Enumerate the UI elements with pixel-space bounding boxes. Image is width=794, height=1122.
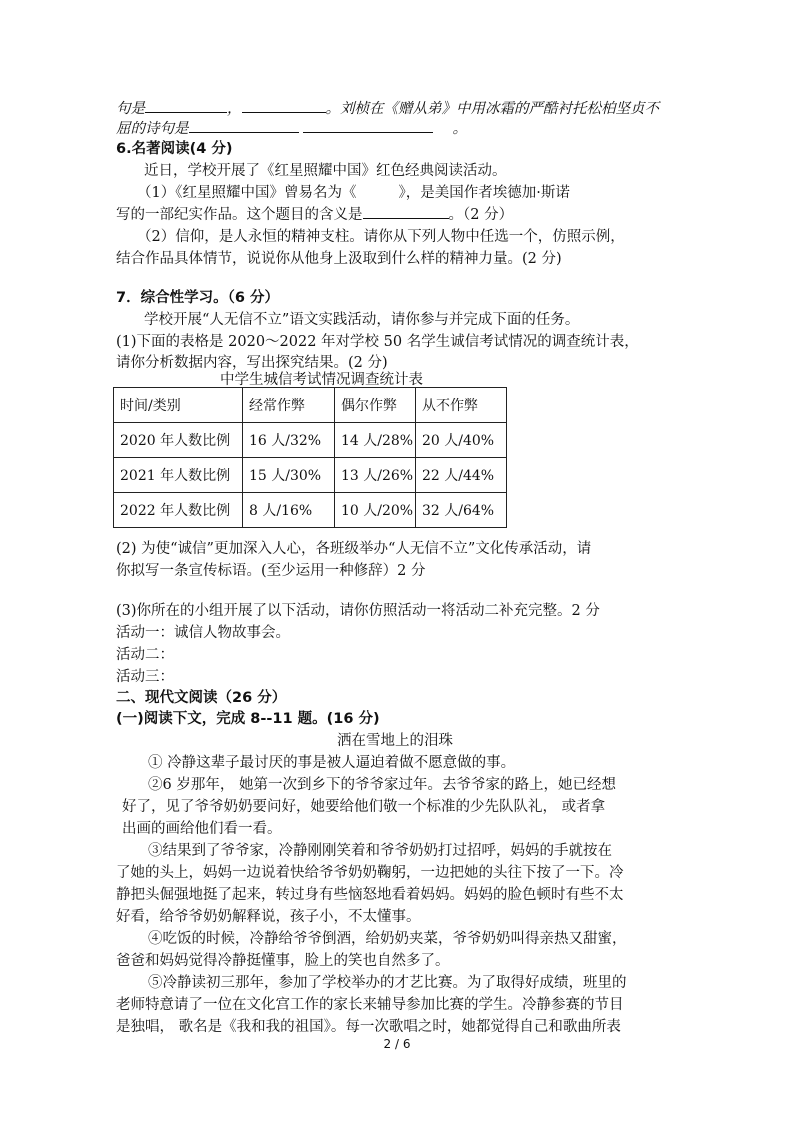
poem-comma: ， bbox=[227, 101, 242, 117]
q7-part2-line1: (2) 为使“诚信”更加深入人心，各班级举办“人无信不立”文化传承活动，请 bbox=[116, 541, 592, 557]
table-cell: 15 人/30% bbox=[243, 458, 335, 493]
activity-3: 活动三： bbox=[116, 669, 174, 685]
page-number: 2 / 6 bbox=[383, 1037, 411, 1051]
article-para-3-line3: 静把头倔强地挺了起来，转过身有些恼怒地看着妈妈。妈妈的脸色顿时有些不太 bbox=[116, 887, 624, 903]
article-para-3-line2: 了她的头上，妈妈一边说着快给爷爷奶奶鞠躬，一边把她的头往下按了一下。冷 bbox=[116, 865, 624, 881]
poem-line-1 bbox=[116, 98, 659, 120]
table-row bbox=[114, 493, 507, 528]
table-cell: 16 人/32% bbox=[243, 423, 335, 458]
table-header-cell: 从不作弊 bbox=[416, 388, 507, 423]
q6-part1-line1 bbox=[137, 182, 570, 204]
q7-part1-line2: 请你分析数据内容，写出探究结果。(2 分) bbox=[116, 355, 388, 371]
q6-part2-line2: 结合作品具体情节，说说你从他身上汲取到什么样的精神力量。(2 分) bbox=[116, 251, 562, 267]
article-para-4-line1: ④吃饭的时候，冷静给爷爷倒酒，给奶奶夹菜，爷爷奶奶叫得亲热又甜蜜， bbox=[148, 931, 627, 947]
section2-title: 二、现代文阅读（26 分） bbox=[116, 690, 287, 706]
article-para-1: ① 冷静这辈子最讨厌的事是被人逼迫着做不愿意做的事。 bbox=[148, 755, 516, 771]
poem-line-2 bbox=[116, 118, 467, 140]
section2-subtitle: (一)阅读下文，完成 8--11 题。(16 分) bbox=[116, 711, 380, 727]
table-title: 中学生城信考试情况调查统计表 bbox=[220, 372, 423, 388]
q6-part1-line2 bbox=[116, 204, 513, 226]
poem-text: 句是 bbox=[116, 101, 145, 117]
article-para-4-line2: 爸爸和妈妈觉得冷静挺懂事，脸上的笑也自然多了。 bbox=[116, 953, 450, 969]
q7-intro: 学校开展“人无信不立”语文实践活动，请你参与并完成下面的任务。 bbox=[144, 312, 580, 328]
poem-text: 屈的诗句是 bbox=[116, 121, 189, 137]
table-header-cell: 经常作弊 bbox=[243, 388, 335, 423]
article-para-3-line4: 好看，给爷爷奶奶解释说，孩子小，不太懂事。 bbox=[116, 909, 421, 925]
q7-part1-line1: (1)下面的表格是 2020～2022 年对学校 50 名学生诚信考试情况的调查统计表， bbox=[116, 334, 639, 350]
answer-blank[interactable] bbox=[189, 118, 299, 133]
answer-blank[interactable] bbox=[303, 118, 433, 133]
q6-title: 6.名著阅读(4 分) bbox=[116, 141, 233, 157]
table-row bbox=[114, 423, 507, 458]
table-cell: 13 人/26% bbox=[335, 458, 416, 493]
answer-blank[interactable] bbox=[242, 98, 326, 113]
table-cell: 2022 年人数比例 bbox=[114, 493, 243, 528]
table-cell: 14 人/28% bbox=[335, 423, 416, 458]
q6-text: 》，是美国作者埃德加·斯诺 bbox=[398, 185, 570, 201]
table-cell: 20 人/40% bbox=[416, 423, 507, 458]
article-para-5-line1: ⑤冷静读初三那年，参加了学校举办的才艺比赛。为了取得好成绩，班里的 bbox=[148, 975, 627, 991]
survey-table bbox=[113, 387, 507, 528]
q7-part3: (3)你所在的小组开展了以下活动，请你仿照活动一将活动二补充完整。2 分 bbox=[116, 603, 600, 619]
table-cell: 32 人/64% bbox=[416, 493, 507, 528]
article-para-2-line3: 出画的画给他们看一看。 bbox=[122, 821, 282, 837]
activity-1: 活动一：诚信人物故事会。 bbox=[116, 625, 290, 641]
table-cell: 8 人/16% bbox=[243, 493, 335, 528]
table-cell: 2021 年人数比例 bbox=[114, 458, 243, 493]
q6-text: （1）《红星照耀中国》曾易名为《 bbox=[137, 185, 357, 201]
q7-title: 7．综合性学习。（6 分） bbox=[116, 290, 279, 306]
q6-text: 。（2 分） bbox=[448, 207, 514, 223]
table-cell: 10 人/20% bbox=[335, 493, 416, 528]
table-cell: 2020 年人数比例 bbox=[114, 423, 243, 458]
q6-intro: 近日，学校开展了《红星照耀中国》红色经典阅读活动。 bbox=[144, 163, 507, 179]
article-para-3-line1: ③结果到了爷爷家，冷静刚刚笑着和爷爷奶奶打过招呼，妈妈的手就按在 bbox=[148, 843, 612, 859]
table-header-cell: 偶尔作弊 bbox=[335, 388, 416, 423]
table-header-row bbox=[114, 388, 507, 423]
table-row bbox=[114, 458, 507, 493]
article-para-2-line1: ②6 岁那年， 她第一次到乡下的爷爷家过年。去爷爷家的路上，她已经想 bbox=[148, 777, 616, 793]
q6-part2-line1: （2）信仰，是人永恒的精神支柱。请你从下列人物中任选一个，仿照示例， bbox=[137, 229, 625, 245]
article-para-5-line3: 是独唱， 歌名是《我和我的祖国》。每一次歌唱之时，她都觉得自己和歌曲所表 bbox=[116, 1019, 621, 1035]
article-title: 洒在雪地上的泪珠 bbox=[337, 733, 453, 749]
article-para-2-line2: 好了，见了爷爷奶奶要问好，她要给他们敬一个标准的少先队队礼， 或者拿 bbox=[122, 799, 606, 815]
poem-period: 。 bbox=[452, 121, 467, 137]
article-para-5-line2: 老师特意请了一位在文化宫工作的家长来辅导参加比赛的学生。冷静参赛的节目 bbox=[116, 997, 624, 1013]
answer-blank[interactable] bbox=[145, 98, 227, 113]
q7-part2-line2: 你拟写一条宣传标语。(至少运用一种修辞）2 分 bbox=[116, 563, 426, 579]
table-header-cell: 时间/类别 bbox=[114, 388, 243, 423]
table-cell: 22 人/44% bbox=[416, 458, 507, 493]
answer-blank[interactable] bbox=[363, 204, 449, 219]
poem-text: 。刘桢在《赠从弟》中用冰霜的严酷衬托松柏坚贞不 bbox=[325, 101, 659, 117]
q6-text: 写的一部纪实作品。这个题目的含义是 bbox=[116, 207, 363, 223]
activity-2: 活动二： bbox=[116, 647, 174, 663]
